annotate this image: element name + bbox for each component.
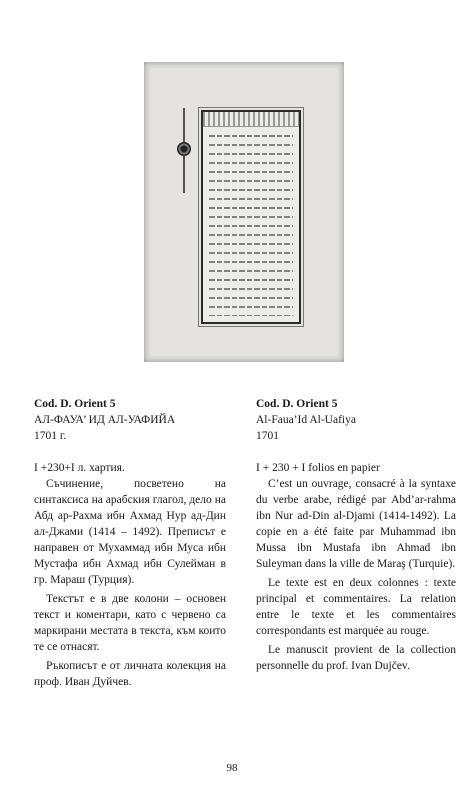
provenance-paragraph: Le manuscit provient de la collection personnelle du prof. Ivan Dujčev. xyxy=(256,644,456,672)
manuscript-header-band xyxy=(203,112,299,127)
french-column xyxy=(256,396,456,674)
description-paragraph: Съчинение, посветено на синтаксиса на арабския глагол, дело на Абд ар-Рахма ибн Ахмад Нур ад-Дин ал-Джами (1414 – 1492). Преписът е направен от Мухаммад ибн Муса ибн Мустафа ибн Ахмад ибн Сулейман в гр. Мараш (Турция). xyxy=(34,478,226,586)
bulgarian-column xyxy=(34,396,226,690)
description-paragraph: C’est un ouvrage, consacré à la syntaxe du verbe arabe, rédigé par Abd’ar-rahma ibn Nur ad-Din al-Djami (1414-1492). La copie en a été faite par Muhammad ibn Mussa ibn Mustafa ibn Ahmad ibn Suleyman dans la ville de Maraş (Turquie). xyxy=(256,478,456,570)
codex-id: Cod. D. Orient 5 xyxy=(256,398,338,410)
columns-paragraph: Текстът е в две колони – основен текст и коментари, като с червено са маркирани местата в текста, към които те се отнасят. xyxy=(34,593,226,653)
codex-title: Al-Faua’Id Al-Uafiya xyxy=(256,414,356,426)
codex-title: АЛ-ФАУА’ ИД АЛ-УАФИЙА xyxy=(34,414,176,426)
provenance-paragraph: Ръкописът е от личната колекция на проф. Иван Дуйчев. xyxy=(34,660,226,688)
columns-paragraph: Le texte est en deux colonnes : texte principal et commentaires. La relation entre le texte et les commentaires correspondants est marquée au rouge. xyxy=(256,577,456,637)
page-number: 98 xyxy=(226,762,238,774)
codex-folios: I +230+I л. хартия. xyxy=(34,462,125,474)
codex-year: 1701 г. xyxy=(34,430,67,442)
manuscript-text-frame xyxy=(201,110,301,324)
margin-medallion-ornament xyxy=(177,142,191,156)
codex-year: 1701 xyxy=(256,430,279,442)
codex-folios: I + 230 + I folios en papier xyxy=(256,462,380,474)
manuscript-photo xyxy=(144,62,344,362)
arabic-script-lines xyxy=(209,132,293,316)
codex-id: Cod. D. Orient 5 xyxy=(34,398,116,410)
